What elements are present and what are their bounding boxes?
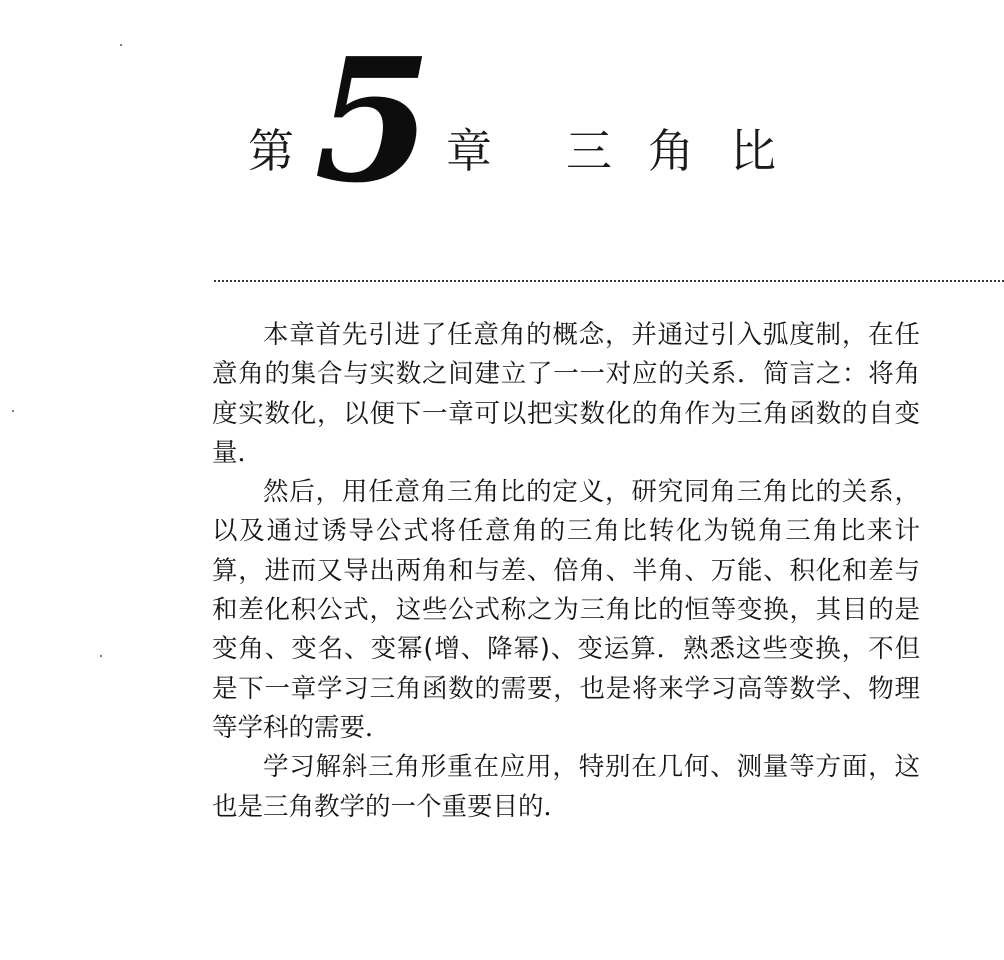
intro-paragraph: 本章首先引进了任意角的概念，并通过引入弧度制，在任意角的集合与实数之间建立了一一对应的关系．简言之：将角度实数化，以便下一章可以把实数化的角作为三角函数的自变量． <box>212 320 920 468</box>
scan-speck <box>120 44 122 46</box>
dotted-divider <box>214 280 1004 282</box>
chapter-suffix: 章 <box>446 124 492 178</box>
chapter-number: 5 <box>314 21 429 221</box>
scan-speck <box>12 410 14 412</box>
scan-speck <box>100 655 102 657</box>
chapter-prefix: 第 <box>248 124 294 178</box>
intro-paragraph: 然后，用任意角三角比的定义，研究同角三角比的关系，以及通过诱导公式将任意角的三角比转化为锐角三角比来计算，进而又导出两角和与差、倍角、半角、万能、积化和差与和差化积公式，这些公式称之为三角比的恒等变换，其目的是变角、变名、变幂(增、降幂)、变运算．熟悉这些变换，不但是下一章学习三角函数的需要，也是将来学习高等数学、物理等学科的需要． <box>212 477 920 743</box>
chapter-heading <box>248 21 848 221</box>
intro-paragraph: 学习解斜三角形重在应用，特别在几何、测量等方面，这也是三角教学的一个重要目的． <box>212 752 920 822</box>
chapter-title: 三角比 <box>566 124 812 178</box>
chapter-introduction <box>212 316 920 827</box>
